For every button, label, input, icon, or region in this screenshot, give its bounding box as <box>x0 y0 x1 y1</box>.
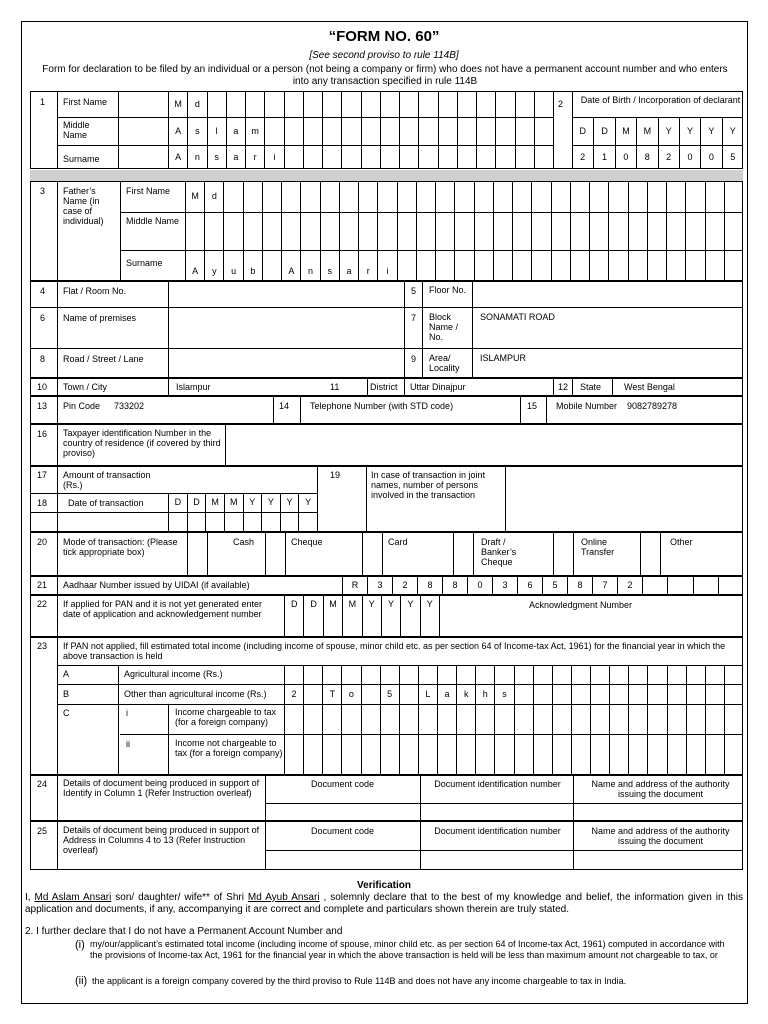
row18-number: 18 <box>37 498 48 508</box>
row22-number: 22 <box>37 599 48 609</box>
estimated-income-label: If PAN not applied, fill estimated total income (including income of spouse, minor child etc. as per section 64 of Income-tax Act, 1961) for the financial year in which the above transaction is held <box>63 641 726 661</box>
row4-number: 4 <box>40 286 46 296</box>
row13-number: 13 <box>37 401 48 411</box>
aadhaar-boxes[interactable]: R 3 2 8 8 0 3 6 5 8 7 2 <box>342 576 642 595</box>
pincode-label: Pin Code <box>63 401 101 411</box>
dob-value[interactable]: 2 1 0 8 2 0 0 5 <box>572 145 743 169</box>
clause-i-text: my/our/applicant’s estimated total income (including income of spouse, minor child etc. as per section 64 of Income-tax Act, 1961) computed in accordance with the provisions of Income-tax Act, 1961 for the financial year in which the above transaction is held will be less than maximum amount not chargeable to tax, or <box>90 939 725 960</box>
middle-name-label: Middle Name <box>63 120 90 140</box>
aadhaar-extra-boxes <box>642 576 743 595</box>
address-document-number: Document identification number <box>434 826 561 836</box>
row15-number: 15 <box>527 401 538 411</box>
father-first-name-label: First Name <box>126 186 171 196</box>
other-option[interactable]: Other <box>670 537 693 547</box>
row24-number: 24 <box>37 779 48 789</box>
address-document-code: Document code <box>310 826 375 836</box>
row11-number: 11 <box>330 382 340 392</box>
road-label: Road / Street / Lane <box>63 354 144 364</box>
row23ci-mark: i <box>126 708 128 718</box>
premises-label: Name of premises <box>63 313 137 323</box>
row2-number: 2 <box>558 99 564 109</box>
foreign-nonchargeable-label: Income not chargeable to tax (for a foreign company) <box>175 738 283 758</box>
row25-number: 25 <box>37 826 48 836</box>
clause-i-mark: (i) <box>75 939 85 951</box>
foreign-chargeable-boxes[interactable] <box>284 704 743 734</box>
area-label: Area/ Locality <box>429 353 460 373</box>
address-document-authority: Name and address of the authority issuing the document <box>591 826 730 846</box>
row23b-letter: B <box>63 689 70 699</box>
row7-number: 7 <box>411 313 417 323</box>
row14-number: 14 <box>279 401 290 411</box>
non-agricultural-income-label: Other than agricultural income (Rs.) <box>124 689 267 699</box>
father-surname-label: Surname <box>126 258 163 268</box>
further-declaration: 2. I further declare that I do not have a Permanent Account Number and <box>25 926 343 937</box>
identity-document-authority: Name and address of the authority issuing the document <box>591 779 730 799</box>
char-box: d <box>187 91 206 117</box>
verification-statement <box>25 892 743 916</box>
fathers-name-label: Father’s Name (in case of individual) <box>63 186 104 226</box>
identity-document-label: Details of document being produced in support of Identify in Column 1 (Refer Instruction overleaf) <box>63 778 260 798</box>
application-date-boxes[interactable] <box>284 614 439 637</box>
char-box: A <box>168 117 187 145</box>
aadhaar-label: Aadhaar Number issued by UIDAI (if available) <box>63 580 250 590</box>
pincode-value[interactable]: 733202 <box>114 401 145 411</box>
telephone-label: Telephone Number (with STD code) <box>310 401 454 411</box>
row21-number: 21 <box>37 580 48 590</box>
row23-number: 23 <box>37 641 48 651</box>
char-box: r <box>245 145 264 169</box>
ack-number-label: Acknowledgment Number <box>529 600 633 610</box>
char-box: A <box>168 145 187 169</box>
address-document-label: Details of document being produced in support of Address in Columns 4 to 13 (Refer Instruction overleaf) <box>63 825 260 855</box>
char-box: l <box>207 117 226 145</box>
block-value[interactable]: SONAMATI ROAD <box>480 312 555 322</box>
row16-number: 16 <box>37 429 48 439</box>
online-option[interactable]: Online Transfer <box>581 537 615 557</box>
row10-number: 10 <box>37 382 48 392</box>
row5-number: 5 <box>411 286 417 296</box>
father-middle-name-label: Middle Name <box>126 216 180 226</box>
agricultural-income-boxes[interactable] <box>284 665 743 684</box>
cheque-option[interactable]: Cheque <box>291 537 323 547</box>
transaction-date-label: Date of transaction <box>68 498 144 508</box>
dob-format: D D M M Y Y Y Y <box>572 117 743 145</box>
declaration-text: , solemnly declare that to the best of my knowledge and belief, the information given in this application and documents, if any, accompanying it are correct and complete and particulars shown therein are truly stated. <box>25 892 744 915</box>
town-label: Town / City <box>63 382 108 392</box>
form-subtitle: [See second proviso to rule 114B] <box>309 50 459 61</box>
amount-label: Amount of transaction (Rs.) <box>63 470 151 490</box>
floor-label: Floor No. <box>429 285 467 295</box>
row17-number: 17 <box>37 470 48 480</box>
mobile-value[interactable]: 9082789278 <box>627 401 678 411</box>
surname-boxes[interactable] <box>168 145 553 169</box>
row23c-letter: C <box>63 708 70 718</box>
state-label: State <box>580 382 602 392</box>
mobile-label: Mobile Number <box>556 401 618 411</box>
relation-text: son/ daughter/ wife** of Shri <box>115 892 244 903</box>
area-value[interactable]: ISLAMPUR <box>480 353 527 363</box>
identity-document-number: Document identification number <box>434 779 561 789</box>
joint-names-label: In case of transaction in joint names, number of persons involved in the transaction <box>371 470 486 500</box>
verification-i: I, <box>25 892 31 903</box>
row6-number: 6 <box>40 313 46 323</box>
identity-document-code: Document code <box>310 779 375 789</box>
taxpayer-id-label: Taxpayer identification Number in the country of residence (if covered by third proviso) <box>63 428 221 458</box>
char-box: a <box>226 117 245 145</box>
char-box: M <box>168 91 187 117</box>
foreign-nonchargeable-boxes[interactable] <box>284 734 743 775</box>
row3-number: 3 <box>40 186 46 196</box>
clause-ii-mark: (ii) <box>75 975 88 987</box>
row23cii-mark: ii <box>126 739 130 749</box>
middle-name-boxes[interactable] <box>168 117 553 145</box>
form-description: Form for declaration to be filed by an individual or a person (not being a company or firm) who does not have a permanent account number and who enters into any transaction specified in rule 114B <box>42 64 728 87</box>
non-agricultural-income-boxes[interactable]: 2 T o 5 L a k h s <box>284 684 743 704</box>
char-box: a <box>226 145 245 169</box>
row19-number: 19 <box>330 470 341 480</box>
district-label: District <box>370 382 398 392</box>
mode-label: Mode of transaction: (Please tick appropriate box) <box>63 537 178 557</box>
foreign-chargeable-label: Income chargeable to tax (for a foreign company) <box>175 707 277 727</box>
father-surname-boxes[interactable]: A y u b A n s a r i <box>185 250 743 281</box>
char-box: m <box>245 117 264 145</box>
row1-number: 1 <box>40 97 46 107</box>
first-name-boxes[interactable] <box>168 91 553 117</box>
char-box: n <box>187 145 206 169</box>
row20-number: 20 <box>37 537 48 547</box>
first-name-label: First Name <box>63 97 108 107</box>
block-label: Block Name / No. <box>429 312 459 342</box>
application-date-format[interactable]: D D M M Y Y Y Y <box>284 595 439 614</box>
verification-title: Verification <box>357 880 411 891</box>
father-middle-name-boxes[interactable] <box>185 212 743 250</box>
row8-number: 8 <box>40 354 46 364</box>
father-first-name-boxes[interactable]: M d <box>185 181 743 212</box>
char-box: s <box>207 145 226 169</box>
transaction-date-format[interactable]: D D M M Y Y Y Y <box>168 493 317 512</box>
transaction-date-boxes[interactable] <box>168 512 317 532</box>
clause-ii-text: the applicant is a foreign company covered by the third proviso to Rule 114B and does not have any income chargeable to tax in India. <box>92 976 627 986</box>
separator-band <box>30 170 743 181</box>
row9-number: 9 <box>411 354 417 364</box>
row12-number: 12 <box>558 382 569 392</box>
agricultural-income-label: Agricultural income (Rs.) <box>124 669 223 679</box>
father-name[interactable]: Md Ayub Ansari <box>247 892 320 903</box>
draft-option[interactable]: Draft / Banker’s Cheque <box>481 537 517 567</box>
district-value[interactable]: Uttar Dinajpur <box>410 382 466 392</box>
state-value[interactable]: West Bengal <box>624 382 675 392</box>
declarant-name[interactable]: Md Aslam Ansari <box>34 892 112 903</box>
char-box: s <box>187 117 206 145</box>
town-value[interactable]: Islampur <box>176 382 211 392</box>
flat-room-label: Flat / Room No. <box>63 286 127 296</box>
pan-applied-label: If applied for PAN and it is not yet generated enter date of application and acknowledgement number <box>63 599 262 619</box>
surname-label: Surname <box>63 154 100 164</box>
dob-label: Date of Birth / Incorporation of declarant <box>580 95 741 105</box>
card-option[interactable]: Card <box>388 537 408 547</box>
char-box: i <box>264 145 283 169</box>
row23a-letter: A <box>63 669 70 679</box>
cash-option[interactable]: Cash <box>233 537 255 547</box>
form-title: “FORM NO. 60” <box>328 28 440 45</box>
